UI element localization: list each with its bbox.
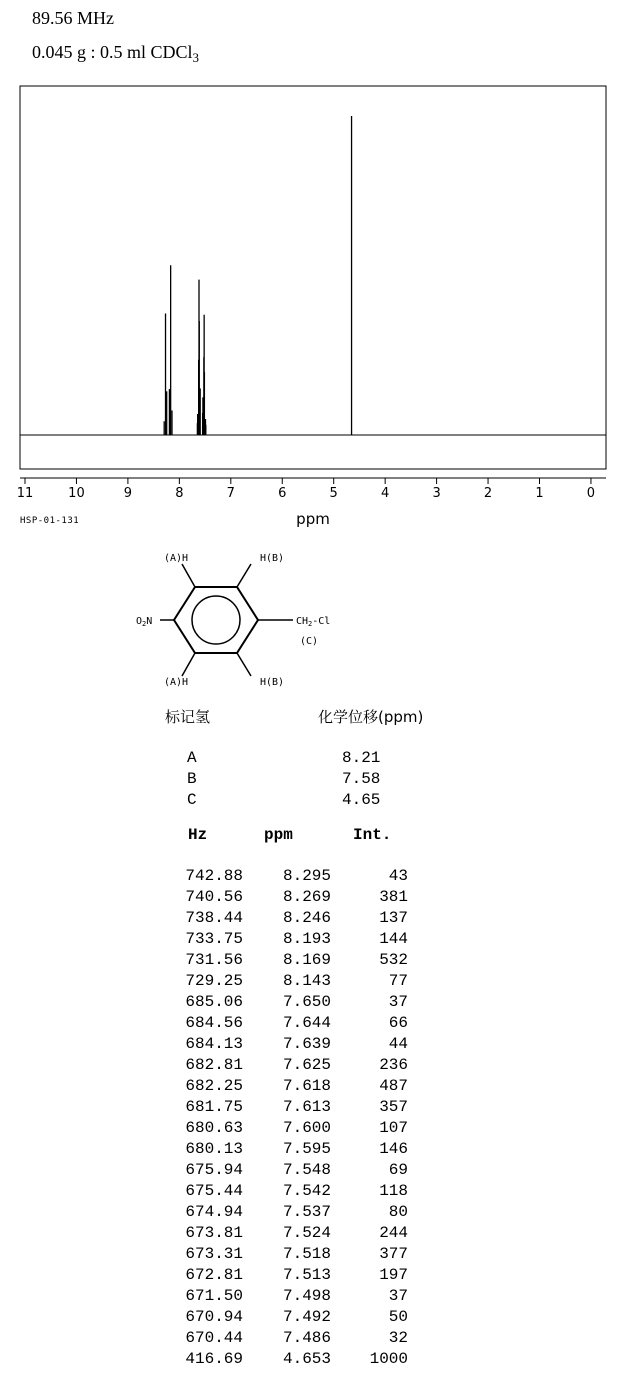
x-tick-label: 4	[381, 486, 390, 501]
peak-int: 381	[379, 888, 408, 906]
peak-row	[183, 1181, 408, 1202]
peak-int: 44	[388, 1035, 408, 1053]
peak-int: 144	[379, 930, 408, 948]
spectrometer-frequency: 89.56 MHz	[32, 8, 114, 28]
peak-int: 532	[379, 951, 408, 969]
label-ch2cl	[296, 616, 330, 628]
peak-int: 80	[388, 1203, 408, 1221]
peak-hz: 733.75	[185, 930, 243, 948]
peak-int: 32	[388, 1329, 408, 1347]
peak-row	[183, 1349, 408, 1370]
peak-hz: 670.44	[185, 1329, 243, 1347]
peak-hz: 681.75	[185, 1098, 243, 1116]
peak-hz: 740.56	[185, 888, 243, 906]
peak-hz: 682.25	[185, 1077, 243, 1095]
x-tick-label: 7	[226, 486, 235, 501]
peak-ppm: 7.639	[282, 1035, 331, 1053]
peak-ppm: 8.246	[282, 909, 331, 927]
no2-n: N	[146, 616, 153, 627]
x-tick-label: 5	[329, 486, 338, 501]
ch2cl-ch: CH	[296, 616, 309, 627]
no2-subscript: 2	[142, 620, 147, 628]
peak-hz: 731.56	[185, 951, 243, 969]
benzene-ring	[174, 587, 258, 653]
peak-int: 43	[388, 867, 408, 885]
peak-int: 137	[379, 909, 408, 927]
x-axis-label: ppm	[296, 510, 330, 528]
peak-ppm: 7.618	[282, 1077, 331, 1095]
x-tick-label: 8	[175, 486, 184, 501]
peak-hz: 673.31	[185, 1245, 243, 1263]
assignment-row	[187, 790, 380, 811]
peak-row	[183, 1307, 408, 1328]
bond-ha-top	[182, 564, 195, 587]
peak-ppm: 7.548	[282, 1161, 331, 1179]
peak-ppm: 8.169	[282, 951, 331, 969]
peak-hz: 682.81	[185, 1056, 243, 1074]
peak-hz: 680.63	[185, 1119, 243, 1137]
peak-ppm: 8.295	[282, 867, 331, 885]
x-tick-label: 1	[535, 486, 544, 501]
label-c: (C)	[300, 636, 319, 647]
peak-ppm: 7.644	[282, 1014, 331, 1032]
label-ha-top: (A)H	[164, 553, 189, 564]
peak-row	[183, 1013, 408, 1034]
bond-ha-bottom	[182, 653, 195, 676]
x-tick-label: 11	[16, 486, 34, 501]
peak-hz: 672.81	[185, 1266, 243, 1284]
peak-int: 1000	[369, 1350, 408, 1368]
sample-subscript: 3	[192, 50, 200, 65]
assignment-shift: 8.21	[342, 749, 381, 767]
label-ha-bottom: (A)H	[164, 677, 189, 688]
label-hb-bottom: H(B)	[260, 677, 285, 688]
peak-hz: 675.44	[185, 1182, 243, 1200]
assignment-header-hydrogen: 标记氢	[165, 708, 211, 726]
peak-int: 146	[379, 1140, 408, 1158]
assignment-table	[187, 748, 380, 811]
peak-int: 118	[379, 1182, 408, 1200]
peak-row	[183, 971, 408, 992]
peak-hz: 729.25	[185, 972, 243, 990]
peak-hz: 738.44	[185, 909, 243, 927]
peak-int: 487	[379, 1077, 408, 1095]
label-no2	[136, 616, 152, 628]
peak-row	[183, 950, 408, 971]
plot-frame	[20, 86, 606, 469]
peak-row	[183, 1118, 408, 1139]
sample-description	[32, 42, 199, 63]
peak-ppm: 7.537	[282, 1203, 331, 1221]
nmr-spectrum-chart	[0, 80, 626, 535]
peak-ppm: 7.613	[282, 1098, 331, 1116]
peak-hz: 675.94	[185, 1161, 243, 1179]
peak-row	[183, 1244, 408, 1265]
peak-row	[183, 992, 408, 1013]
no2-o: O	[136, 616, 143, 627]
molecule-structure	[120, 545, 360, 695]
peak-ppm: 7.498	[282, 1287, 331, 1305]
peak-int: 197	[379, 1266, 408, 1284]
peak-int: 236	[379, 1056, 408, 1074]
peak-ppm: 7.625	[282, 1056, 331, 1074]
assignment-header-shift: 化学位移(ppm)	[318, 708, 424, 726]
peak-hz: 673.81	[185, 1224, 243, 1242]
peak-hz: 680.13	[185, 1140, 243, 1158]
peak-int: 357	[379, 1098, 408, 1116]
x-tick-label: 6	[278, 486, 287, 501]
peak-row	[183, 1265, 408, 1286]
ch2cl-cl: -Cl	[312, 616, 331, 627]
peak-int: 77	[388, 972, 408, 990]
peak-hz: 685.06	[185, 993, 243, 1011]
peak-row	[183, 929, 408, 950]
peak-row	[183, 1097, 408, 1118]
peak-ppm: 8.269	[282, 888, 331, 906]
peak-ppm: 7.518	[282, 1245, 331, 1263]
peak-int: 107	[379, 1119, 408, 1137]
assignment-row	[187, 748, 380, 769]
spectrum-code: HSP-01-131	[20, 516, 80, 526]
peak-int: 244	[379, 1224, 408, 1242]
assignment-label: C	[187, 791, 197, 809]
peak-ppm: 7.650	[282, 993, 331, 1011]
peak-ppm: 7.492	[282, 1308, 331, 1326]
peak-row	[183, 1139, 408, 1160]
peak-header-ppm: ppm	[264, 826, 293, 844]
peak-row	[183, 887, 408, 908]
peak-int: 37	[388, 993, 408, 1011]
peak-row	[183, 1286, 408, 1307]
assignment-label: B	[187, 770, 197, 788]
x-axis-ticks	[17, 478, 595, 501]
peak-ppm: 4.653	[282, 1350, 331, 1368]
aromatic-circle	[192, 596, 240, 644]
peak-row	[183, 866, 408, 887]
peak-row	[183, 1202, 408, 1223]
peak-int: 37	[388, 1287, 408, 1305]
peak-header-int: Int.	[353, 826, 392, 844]
x-tick-label: 0	[586, 486, 596, 501]
peak-header-hz: Hz	[188, 826, 208, 844]
peak-table	[183, 866, 408, 1370]
peak-ppm: 8.193	[282, 930, 331, 948]
peak-int: 66	[388, 1014, 408, 1032]
assignment-shift: 7.58	[342, 770, 381, 788]
peak-ppm: 8.143	[282, 972, 331, 990]
peak-hz: 671.50	[185, 1287, 243, 1305]
peak-int: 69	[388, 1161, 408, 1179]
peak-row	[183, 1055, 408, 1076]
peak-int: 377	[379, 1245, 408, 1263]
bond-hb-bottom	[237, 653, 251, 676]
peak-hz: 416.69	[185, 1350, 243, 1368]
peak-hz: 684.13	[185, 1035, 243, 1053]
peak-ppm: 7.524	[282, 1224, 331, 1242]
peak-row	[183, 1076, 408, 1097]
peak-ppm: 7.600	[282, 1119, 331, 1137]
sample-text: 0.045 g : 0.5 ml CDCl	[32, 42, 193, 62]
x-tick-label: 3	[432, 486, 441, 501]
peak-row	[183, 1223, 408, 1244]
peak-hz: 742.88	[185, 867, 243, 885]
peak-hz: 684.56	[185, 1014, 243, 1032]
peak-row	[183, 1034, 408, 1055]
peak-ppm: 7.486	[282, 1329, 331, 1347]
assignment-shift: 4.65	[342, 791, 381, 809]
peak-int: 50	[388, 1308, 408, 1326]
label-hb-top: H(B)	[260, 553, 285, 564]
peak-ppm: 7.542	[282, 1182, 331, 1200]
peak-ppm: 7.513	[282, 1266, 331, 1284]
peak-ppm: 7.595	[282, 1140, 331, 1158]
ch2cl-subscript: 2	[308, 620, 313, 628]
peak-hz: 670.94	[185, 1308, 243, 1326]
x-tick-label: 10	[68, 486, 85, 501]
assignment-label: A	[187, 749, 197, 767]
peak-hz: 674.94	[185, 1203, 243, 1221]
peak-row	[183, 908, 408, 929]
x-tick-label: 2	[483, 486, 493, 501]
x-tick-label: 9	[123, 486, 133, 501]
peak-row	[183, 1160, 408, 1181]
assignment-row	[187, 769, 380, 790]
peak-row	[183, 1328, 408, 1349]
bond-hb-top	[237, 564, 251, 587]
